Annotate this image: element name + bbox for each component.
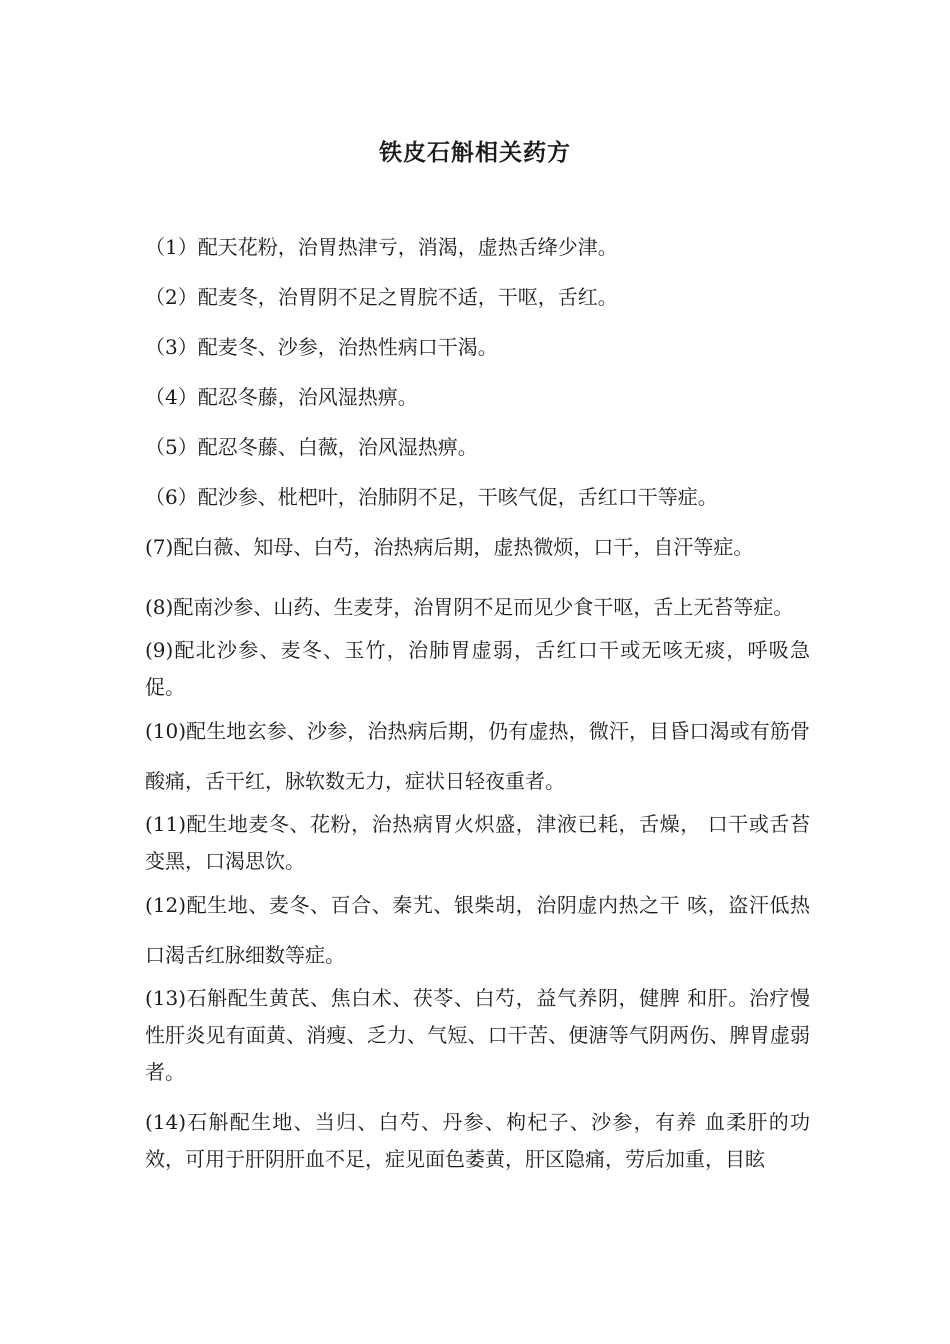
- prescription-8: (8)配南沙参、山药、生麦芽，治胃阴不足而见少食干呕，舌上无苔等症。: [145, 595, 794, 619]
- prescription-12: (12)配生地、麦冬、百合、秦艽、银柴胡，治阴虚内热之干 咳，盗汗低热口渴舌红脉细数等症。: [145, 893, 810, 967]
- prescription-6: （6）配沙参、枇杷叶，治肺阴不足，干咳气促，舌红口干等症。: [145, 485, 718, 509]
- document-title: 铁皮石斛相关药方: [379, 139, 571, 166]
- prescription-2: （2）配麦冬，治胃阴不足之胃脘不适，干呕，舌红。: [145, 285, 618, 309]
- prescription-11: (11)配生地麦冬、花粉，治热病胃火炽盛，津液已耗，舌燥， 口干或舌苔变黑，口渴思饮。: [145, 812, 810, 873]
- prescription-9: (9)配北沙参、麦冬、玉竹，治肺胃虚弱，舌红口干或无咳无痰，呼吸急促。: [145, 638, 810, 699]
- prescription-5: （5）配忍冬藤、白薇，治风湿热痹。: [145, 435, 478, 459]
- prescription-10: (10)配生地玄参、沙参，治热病后期，仍有虚热，微汗，目昏口渴或有筋骨酸痛，舌干红，脉软数无力，症状日轻夜重者。: [145, 719, 810, 793]
- prescription-7: (7)配白薇、知母、白芍，治热病后期，虚热微烦，口干，自汗等症。: [145, 535, 754, 559]
- prescription-4: （4）配忍冬藤，治风湿热痹。: [145, 385, 418, 409]
- prescription-1: （1）配天花粉，治胃热津亏，消渴，虚热舌绛少津。: [145, 235, 618, 259]
- prescription-14: (14)石斛配生地、当归、白芍、丹参、枸杞子、沙参，有养 血柔肝的功效，可用于肝阴肝血不足，症见面色萎黄，肝区隐痛，劳后加重，目眩: [145, 1110, 810, 1171]
- prescription-3: （3）配麦冬、沙参，治热性病口干渴。: [145, 335, 498, 359]
- prescription-13: (13)石斛配生黄芪、焦白术、茯苓、白芍，益气养阴，健脾 和肝。治疗慢性肝炎见有面黄、消瘦、乏力、气短、口干苦、便溏等气阴两伤、脾胃虚弱者。: [145, 986, 810, 1084]
- document-body: [145, 232, 810, 1191]
